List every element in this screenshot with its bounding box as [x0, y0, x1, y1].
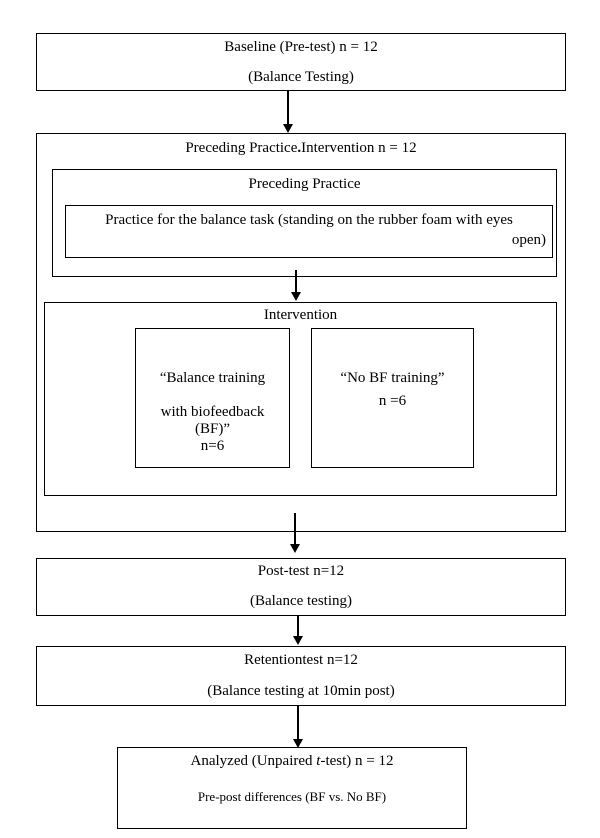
- analyzed-title: [118, 752, 466, 770]
- practice-intervention-title: [37, 139, 565, 157]
- bf-group-line1: “Balance training: [159, 370, 266, 386]
- analyzed-title-post: -test) n = 12: [320, 753, 394, 769]
- analyzed-box: [117, 747, 467, 829]
- bf-group-n: n=6: [200, 438, 225, 454]
- practice-task-box: [65, 205, 553, 258]
- preceding-practice-box: [52, 169, 557, 277]
- retention-test-subtitle: (Balance testing at 10min post): [207, 683, 395, 699]
- intervention-box: [44, 302, 557, 496]
- outer-title-a: Preceding Practice: [185, 140, 298, 156]
- post-test-box: [36, 558, 566, 616]
- baseline-subtitle: (Balance Testing): [248, 69, 354, 85]
- dot-separator: .: [297, 140, 302, 156]
- outer-title-b: Intervention n = 12: [301, 140, 417, 156]
- nobf-group-box: [311, 328, 474, 468]
- preceding-practice-title: Preceding Practice: [248, 176, 361, 192]
- analyzed-title-pre: Analyzed (Unpaired: [190, 753, 317, 769]
- practice-task-line1: Practice for the balance task (standing on the rubber foam with eyes: [105, 212, 513, 228]
- practice-task-line2: open): [511, 232, 546, 248]
- practice-intervention-box: [36, 133, 566, 532]
- bf-group-line3: (BF)”: [195, 421, 230, 437]
- nobf-group-label: “No BF training”: [340, 370, 445, 386]
- baseline-title: Baseline (Pre-test) n = 12: [224, 39, 378, 55]
- intervention-title: Intervention: [263, 307, 338, 323]
- bf-group-box: [135, 328, 290, 468]
- bf-group-line2: with biofeedback: [160, 404, 265, 420]
- analyzed-subtitle: Pre-post differences (BF vs. No BF): [197, 789, 387, 804]
- post-test-title: Post-test n=12: [257, 563, 345, 579]
- retention-test-box: [36, 646, 566, 706]
- retention-test-title: Retentiontest n=12: [244, 652, 358, 668]
- baseline-box: [36, 33, 566, 91]
- nobf-group-n: n =6: [378, 393, 407, 409]
- analyzed-title-italic: t: [316, 753, 321, 769]
- post-test-subtitle: (Balance testing): [249, 593, 353, 609]
